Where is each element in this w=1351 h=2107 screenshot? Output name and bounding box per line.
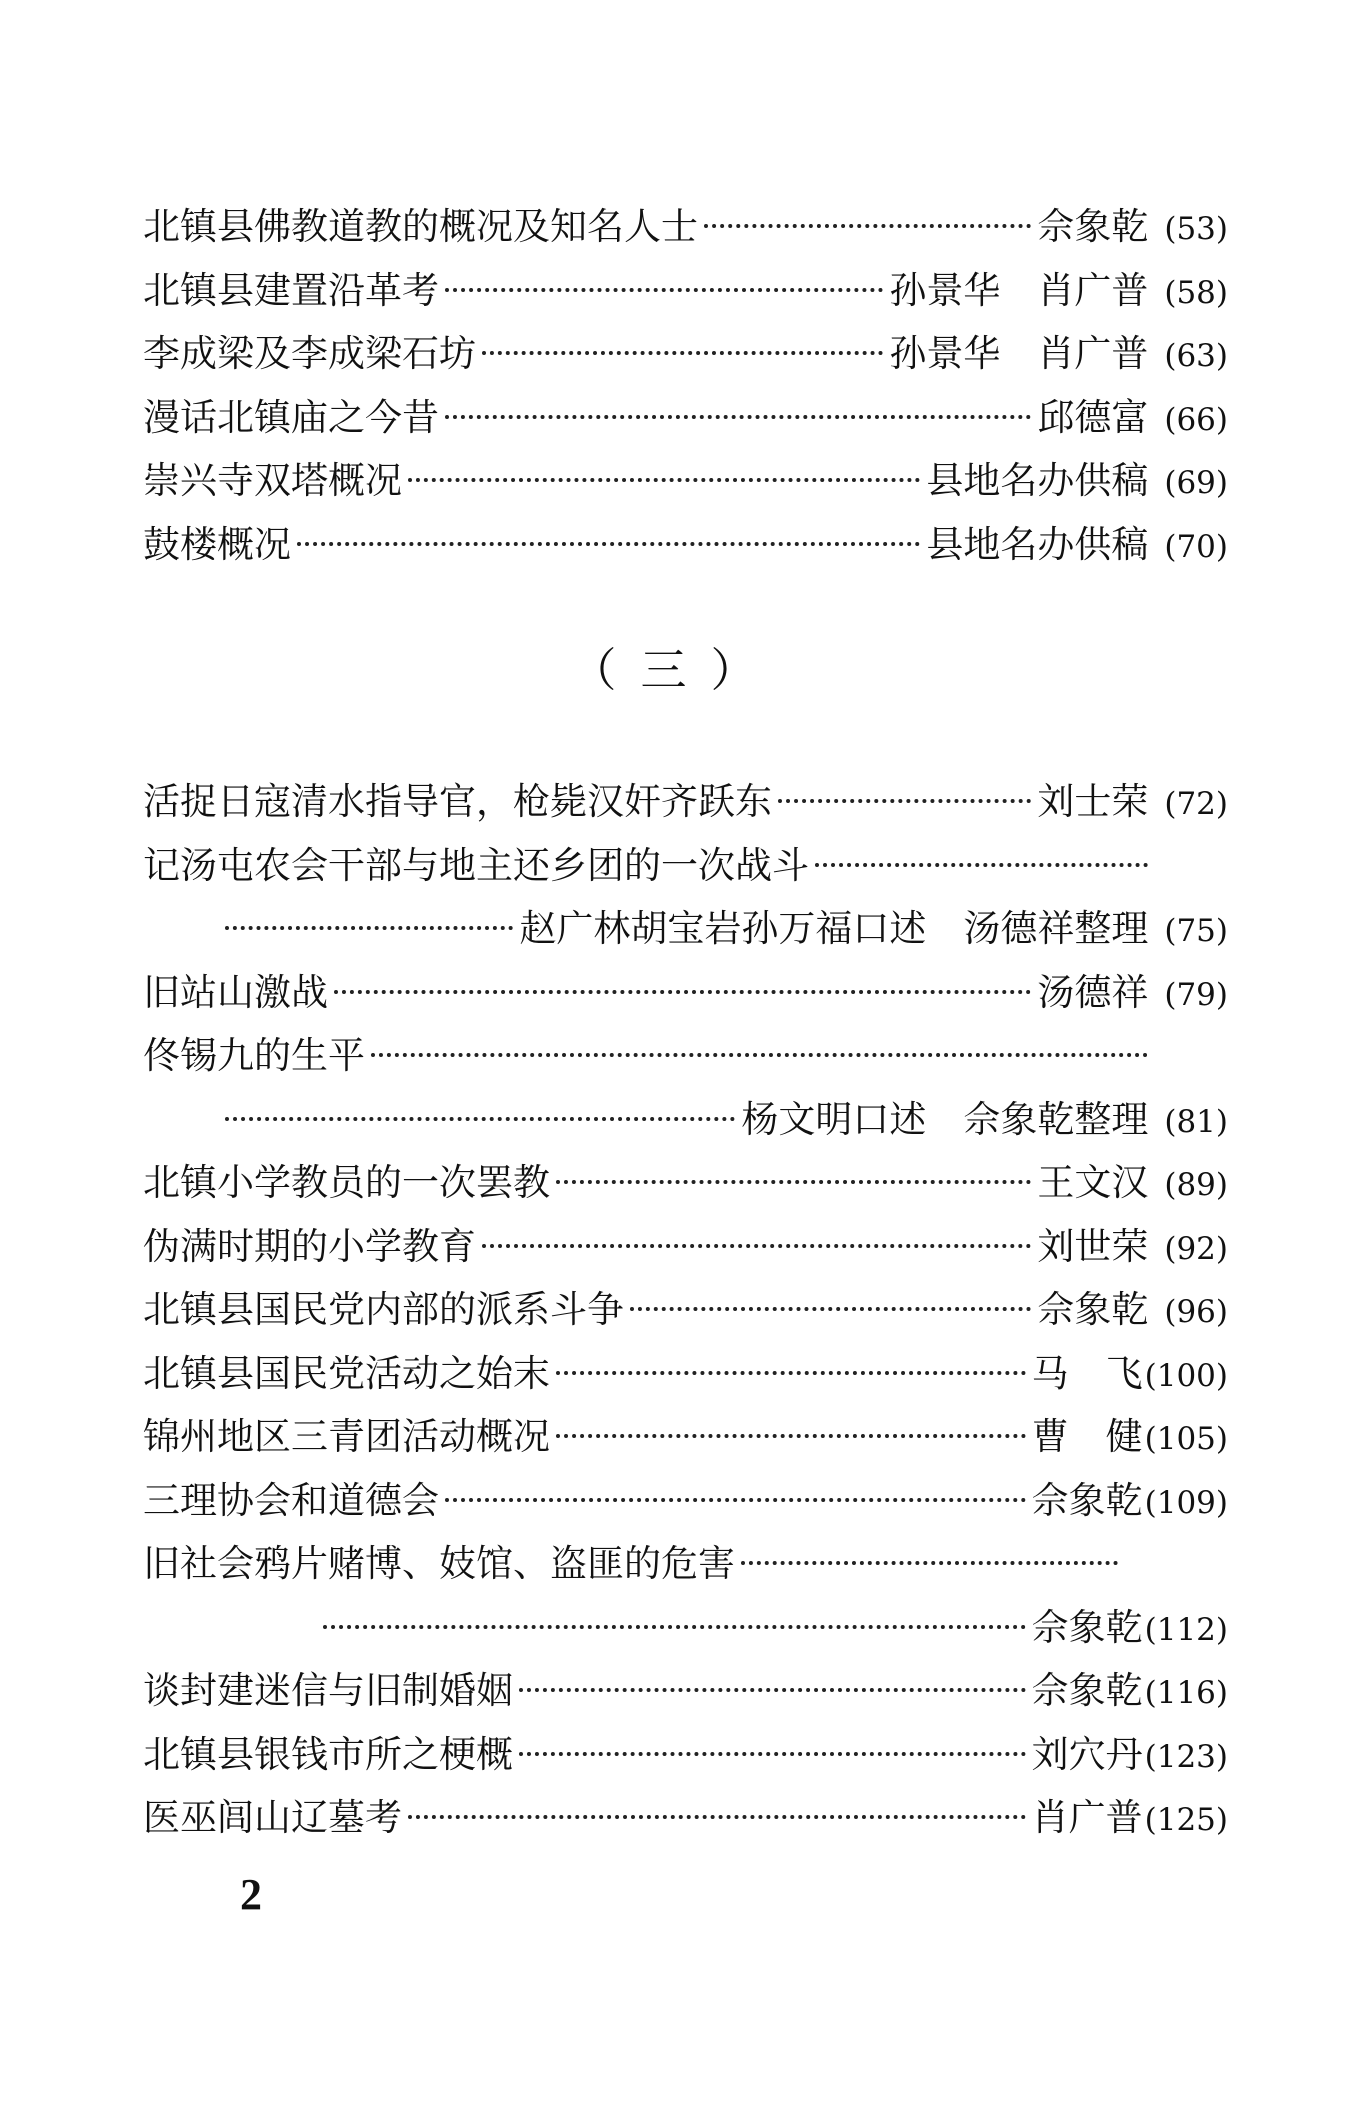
entry-page: (123) — [1144, 1738, 1228, 1775]
entry-page: (100) — [1144, 1357, 1228, 1394]
dot-leader — [225, 1117, 735, 1121]
entry-page: (81) — [1164, 1103, 1228, 1140]
toc-entry — [143, 1723, 1228, 1787]
dot-leader — [741, 1561, 1118, 1565]
dot-leader — [371, 1053, 1148, 1057]
toc-entry — [143, 513, 1228, 577]
entry-title: 活捉日寇清水指导官，枪毙汉奸齐跃东 — [143, 780, 772, 823]
dot-leader — [556, 1434, 1026, 1438]
entry-page: (70) — [1164, 528, 1228, 565]
entry-page: (105) — [1144, 1421, 1228, 1457]
dot-leader — [519, 1688, 1026, 1692]
toc-entry — [143, 259, 1228, 323]
entry-author: 孙景华 肖广普 — [889, 332, 1149, 375]
entry-page: (116) — [1144, 1675, 1228, 1711]
entry-author: 肖广普 — [1031, 1796, 1143, 1839]
toc-entry — [143, 1151, 1228, 1215]
entry-author: 孙景华 肖广普 — [889, 268, 1149, 312]
toc-part-two-tail — [143, 195, 1228, 576]
entry-title: 北镇县佛教道教的概况及知名人士 — [143, 205, 698, 248]
toc-entry — [143, 195, 1228, 259]
entry-author: 王文汉 — [1037, 1161, 1149, 1204]
toc-entry — [143, 961, 1228, 1025]
entry-page: (75) — [1164, 913, 1228, 949]
entry-author: 杨文明口述 佘象乾整理 — [741, 1097, 1149, 1141]
dot-leader — [556, 1180, 1031, 1184]
section-heading: （三） — [570, 643, 781, 697]
toc-entry — [143, 1024, 1228, 1088]
dot-leader — [445, 288, 883, 292]
entry-author: 赵广林胡宝岩孙万福口述 汤德祥整理 — [519, 907, 1149, 950]
entry-author: 佘象乾 — [1037, 1288, 1149, 1331]
dot-leader — [556, 1371, 1026, 1375]
entry-title: 锦州地区三青团活动概况 — [143, 1415, 550, 1458]
entry-title: 漫话北镇庙之今昔 — [143, 395, 439, 439]
entry-title: 三理协会和道德会 — [143, 1478, 439, 1522]
entry-page: (92) — [1164, 1230, 1228, 1267]
entry-author: 佘象乾 — [1031, 1669, 1143, 1712]
entry-author: 刘士荣 — [1037, 780, 1149, 823]
dot-leader — [778, 799, 1031, 803]
entry-title: 记汤屯农会干部与地主还乡团的一次战斗 — [143, 843, 809, 887]
toc-entry — [143, 834, 1228, 898]
dot-leader — [408, 1815, 1026, 1819]
toc-entry — [143, 322, 1228, 386]
dot-leader — [519, 1752, 1026, 1756]
dot-leader — [704, 224, 1031, 228]
entry-page: (53) — [1164, 211, 1228, 247]
entry-author: 刘世荣 — [1037, 1224, 1149, 1268]
entry-page: (109) — [1144, 1484, 1228, 1521]
entry-title: 佟锡九的生平 — [143, 1034, 365, 1077]
toc-entry — [143, 386, 1228, 450]
toc-entry-continuation — [143, 1596, 1228, 1660]
entry-author: 汤德祥 — [1037, 970, 1149, 1014]
toc-entry — [143, 1278, 1228, 1342]
toc-entry — [143, 1342, 1228, 1406]
entry-author: 佘象乾 — [1031, 1605, 1143, 1649]
entry-title: 伪满时期的小学教育 — [143, 1224, 476, 1268]
toc-entry — [143, 1405, 1228, 1469]
dot-leader — [445, 415, 1031, 419]
dot-leader — [297, 542, 920, 546]
entry-author: 佘象乾 — [1037, 205, 1149, 248]
entry-page: (72) — [1164, 786, 1228, 822]
entry-author: 马 飞 — [1031, 1351, 1143, 1395]
toc-entry — [143, 1786, 1228, 1850]
dot-leader — [630, 1307, 1031, 1311]
entry-title: 北镇县建置沿革考 — [143, 268, 439, 312]
toc-entry — [143, 1469, 1228, 1533]
dot-leader — [408, 478, 920, 482]
entry-title: 李成梁及李成梁石坊 — [143, 332, 476, 375]
toc-entry — [143, 1215, 1228, 1279]
entry-author: 曹 健 — [1031, 1415, 1143, 1458]
toc-entry — [143, 770, 1228, 834]
dot-leader — [334, 990, 1031, 994]
dot-leader — [482, 351, 883, 355]
toc-entry — [143, 1659, 1228, 1723]
entry-author: 刘穴丹 — [1031, 1732, 1143, 1776]
entry-title: 医巫闾山辽墓考 — [143, 1796, 402, 1839]
entry-title: 北镇县银钱市所之梗概 — [143, 1732, 513, 1776]
dot-leader — [815, 863, 1148, 867]
entry-title: 北镇县国民党内部的派系斗争 — [143, 1288, 624, 1331]
toc-entry — [143, 1532, 1228, 1596]
entry-page: (66) — [1164, 401, 1228, 438]
entry-title: 旧社会鸦片赌博、妓馆、盗匪的危害 — [143, 1542, 735, 1585]
entry-page: (96) — [1164, 1294, 1228, 1330]
entry-title: 谈封建迷信与旧制婚姻 — [143, 1669, 513, 1712]
entry-author: 县地名办供稿 — [926, 459, 1149, 502]
dot-leader — [445, 1498, 1026, 1502]
toc-entry — [143, 449, 1228, 513]
entry-page: (79) — [1164, 976, 1228, 1013]
dot-leader — [482, 1244, 1031, 1248]
entry-title: 北镇县国民党活动之始末 — [143, 1351, 550, 1395]
entry-title: 北镇小学教员的一次罢教 — [143, 1161, 550, 1204]
entry-author: 邱德富 — [1037, 395, 1149, 439]
entry-page: (58) — [1164, 274, 1228, 311]
entry-page: (89) — [1164, 1167, 1228, 1203]
entry-author: 佘象乾 — [1031, 1478, 1143, 1522]
entry-title: 旧站山激战 — [143, 970, 328, 1014]
dot-leader — [225, 926, 513, 930]
entry-author: 县地名办供稿 — [926, 522, 1149, 566]
entry-page: (69) — [1164, 465, 1228, 501]
page-number: 2 — [240, 1870, 262, 1919]
toc-entry-continuation — [143, 897, 1228, 961]
entry-page: (125) — [1144, 1802, 1228, 1838]
toc-part-three — [143, 770, 1228, 1850]
entry-page: (112) — [1144, 1611, 1228, 1648]
entry-page: (63) — [1164, 338, 1228, 374]
entry-title: 崇兴寺双塔概况 — [143, 459, 402, 502]
dot-leader — [323, 1625, 1026, 1629]
entry-title: 鼓楼概况 — [143, 522, 291, 566]
toc-entry-continuation — [143, 1088, 1228, 1152]
